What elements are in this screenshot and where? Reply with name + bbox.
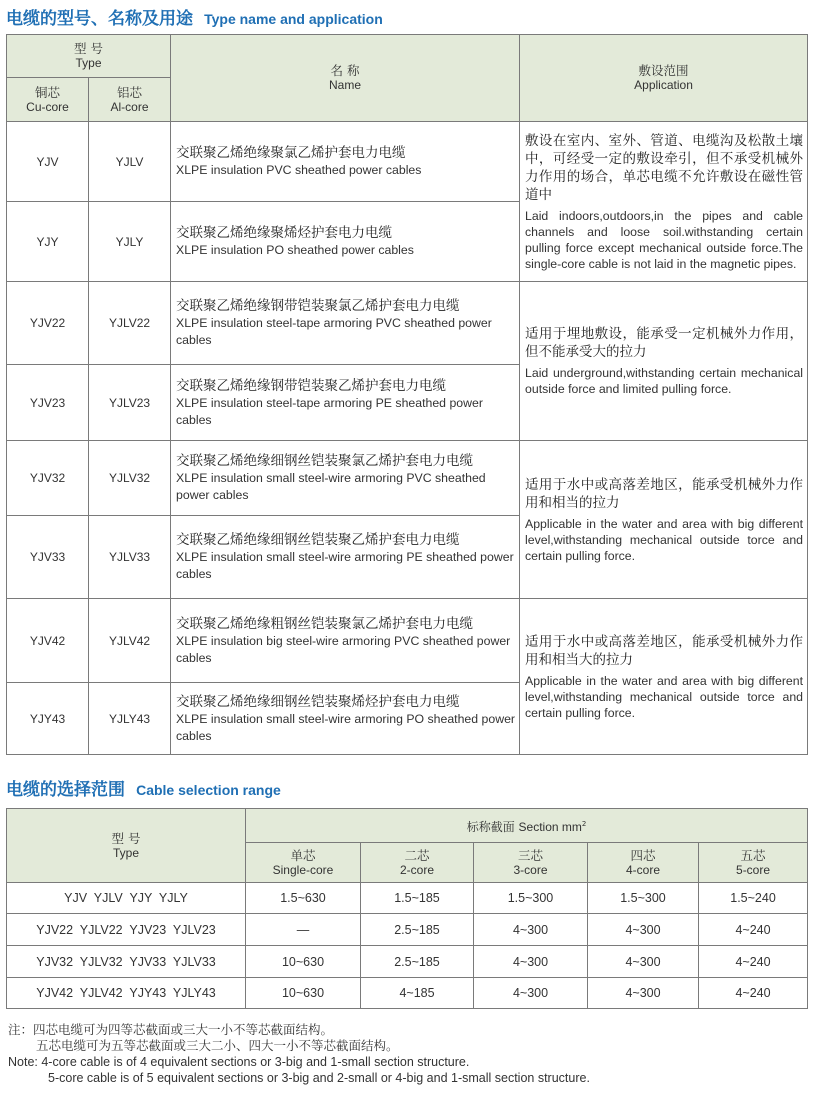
value-cell: 4~300 — [588, 946, 699, 978]
al-core-type: YJLV22 — [89, 282, 171, 365]
value-cell: 4~300 — [588, 914, 699, 946]
section-title-en: Cable selection range — [136, 782, 281, 798]
value-cell: 4~185 — [361, 978, 474, 1009]
value-cell: 2.5~185 — [361, 946, 474, 978]
note-zh-line1: 注：四芯电缆可为四等芯截面或三大一小不等芯截面结构。 — [8, 1022, 334, 1037]
value-cell: 1.5~300 — [588, 883, 699, 914]
core-header: 二芯 2-core — [361, 843, 474, 883]
value-cell: 1.5~630 — [246, 883, 361, 914]
table-row — [7, 946, 808, 978]
value-cell: 4~240 — [699, 978, 808, 1009]
type-header: 型 号 Type — [7, 35, 171, 78]
value-cell: 1.5~185 — [361, 883, 474, 914]
value-cell: 1.5~240 — [699, 883, 808, 914]
notes — [8, 1022, 590, 1086]
application-cell: 适用于水中或高落差地区，能承受机械外力作用和相当的拉力 Applicable in the water and area with big different level,withstanding mechanical outside torce and certain pulling force. — [520, 441, 808, 599]
value-cell: 10~630 — [246, 946, 361, 978]
application-header: 敷设范围 Application — [520, 35, 808, 122]
selection-range-table — [6, 808, 808, 1009]
core-header: 五芯 5-core — [699, 843, 808, 883]
cu-core-type: YJV42 — [7, 599, 89, 683]
table-row — [7, 914, 808, 946]
cable-name: 交联聚乙烯绝缘聚烯烃护套电力电缆 XLPE insulation PO sheathed power cables — [171, 202, 520, 282]
al-core-type: YJLV32 — [89, 441, 171, 516]
section-title-type-name — [6, 4, 383, 29]
al-core-type: YJLV — [89, 122, 171, 202]
table-row — [7, 122, 808, 202]
application-cell: 敷设在室内、室外、管道、电缆沟及松散土壤中，可经受一定的敷设牵引，但不承受机械外力作用的场合，单芯电缆不允许敷设在磁性管道中 Laid indoors,outdoors,in the pipes and cable channels and loose soil.withstanding certain pulling force except mechanical outside force.The single-core cable is not laid in the magnetic pipes. — [520, 122, 808, 282]
al-core-type: YJLY — [89, 202, 171, 282]
table-row — [7, 441, 808, 516]
cu-core-type: YJV — [7, 122, 89, 202]
section-title-en: Type name and application — [204, 11, 383, 27]
name-header: 名 称 Name — [171, 35, 520, 122]
cu-core-header: 铜芯 Cu-core — [7, 78, 89, 122]
value-cell: 2.5~185 — [361, 914, 474, 946]
cable-name: 交联聚乙烯绝缘聚氯乙烯护套电力电缆 XLPE insulation PVC sheathed power cables — [171, 122, 520, 202]
type-cell: YJV YJLV YJY YJLY — [7, 883, 246, 914]
application-cell: 适用于埋地敷设，能承受一定机械外力作用，但不能承受大的拉力 Laid underground,withstanding certain mechanical outside force and limited pulling force. — [520, 282, 808, 441]
cu-core-type: YJV22 — [7, 282, 89, 365]
value-cell: 4~300 — [588, 978, 699, 1009]
value-cell: — — [246, 914, 361, 946]
cable-name: 交联聚乙烯绝缘钢带铠装聚氯乙烯护套电力电缆 XLPE insulation steel-tape armoring PVC sheathed power cables — [171, 282, 520, 365]
cu-core-type: YJV23 — [7, 365, 89, 441]
table-row — [7, 282, 808, 365]
section-title-zh: 电缆的型号、名称及用途 — [6, 9, 193, 29]
value-cell: 4~240 — [699, 946, 808, 978]
core-header: 四芯 4-core — [588, 843, 699, 883]
cu-core-type: YJV33 — [7, 516, 89, 599]
al-core-type: YJLV33 — [89, 516, 171, 599]
core-header: 三芯 3-core — [474, 843, 588, 883]
value-cell: 4~300 — [474, 946, 588, 978]
cu-core-type: YJY — [7, 202, 89, 282]
value-cell: 10~630 — [246, 978, 361, 1009]
note-en-line1: Note: 4-core cable is of 4 equivalent sections or 3-big and 1-small section structure. — [8, 1055, 470, 1069]
cable-name: 交联聚乙烯绝缘细钢丝铠装聚烯烃护套电力电缆 XLPE insulation small steel-wire armoring PO sheathed power cables — [171, 683, 520, 755]
type-header: 型 号 Type — [7, 809, 246, 883]
type-cell: YJV32 YJLV32 YJV33 YJLV33 — [7, 946, 246, 978]
note-zh-line2: 五芯电缆可为五等芯截面或三大二小、四大一小不等芯截面结构。 — [36, 1038, 399, 1053]
nominal-section-header: 标称截面 Section $mm^2$ — [246, 809, 808, 843]
cable-name: 交联聚乙烯绝缘钢带铠装聚乙烯护套电力电缆 XLPE insulation steel-tape armoring PE sheathed power cables — [171, 365, 520, 441]
section-title-zh: 电缆的选择范围 — [6, 780, 125, 800]
application-cell: 适用于水中或高落差地区，能承受机械外力作用和相当大的拉力 Applicable in the water and area with big different level,withstanding mechanical outside torce and certain pulling force. — [520, 599, 808, 755]
cable-name: 交联聚乙烯绝缘细钢丝铠装聚氯乙烯护套电力电缆 XLPE insulation small steel-wire armoring PVC sheathed power cables — [171, 441, 520, 516]
cu-core-type: YJV32 — [7, 441, 89, 516]
value-cell: 4~240 — [699, 914, 808, 946]
value-cell: 4~300 — [474, 978, 588, 1009]
type-application-table — [6, 34, 808, 755]
cu-core-type: YJY43 — [7, 683, 89, 755]
cable-name: 交联聚乙烯绝缘粗钢丝铠装聚氯乙烯护套电力电缆 XLPE insulation big steel-wire armoring PVC sheathed power cables — [171, 599, 520, 683]
value-cell: 4~300 — [474, 914, 588, 946]
section-title-selection-range — [6, 775, 281, 800]
core-header: 单芯 Single-core — [246, 843, 361, 883]
al-core-header: 铝芯 Al-core — [89, 78, 171, 122]
type-cell: YJV22 YJLV22 YJV23 YJLV23 — [7, 914, 246, 946]
al-core-type: YJLY43 — [89, 683, 171, 755]
cable-name: 交联聚乙烯绝缘细钢丝铠装聚乙烯护套电力电缆 XLPE insulation small steel-wire armoring PE sheathed power cables — [171, 516, 520, 599]
table-row — [7, 599, 808, 683]
value-cell: 1.5~300 — [474, 883, 588, 914]
note-en-line2: 5-core cable is of 5 equivalent sections or 3-big and 2-small or 4-big and 1-small section structure. — [48, 1071, 590, 1085]
al-core-type: YJLV23 — [89, 365, 171, 441]
table-row — [7, 978, 808, 1009]
table-row — [7, 883, 808, 914]
al-core-type: YJLV42 — [89, 599, 171, 683]
type-cell: YJV42 YJLV42 YJY43 YJLY43 — [7, 978, 246, 1009]
